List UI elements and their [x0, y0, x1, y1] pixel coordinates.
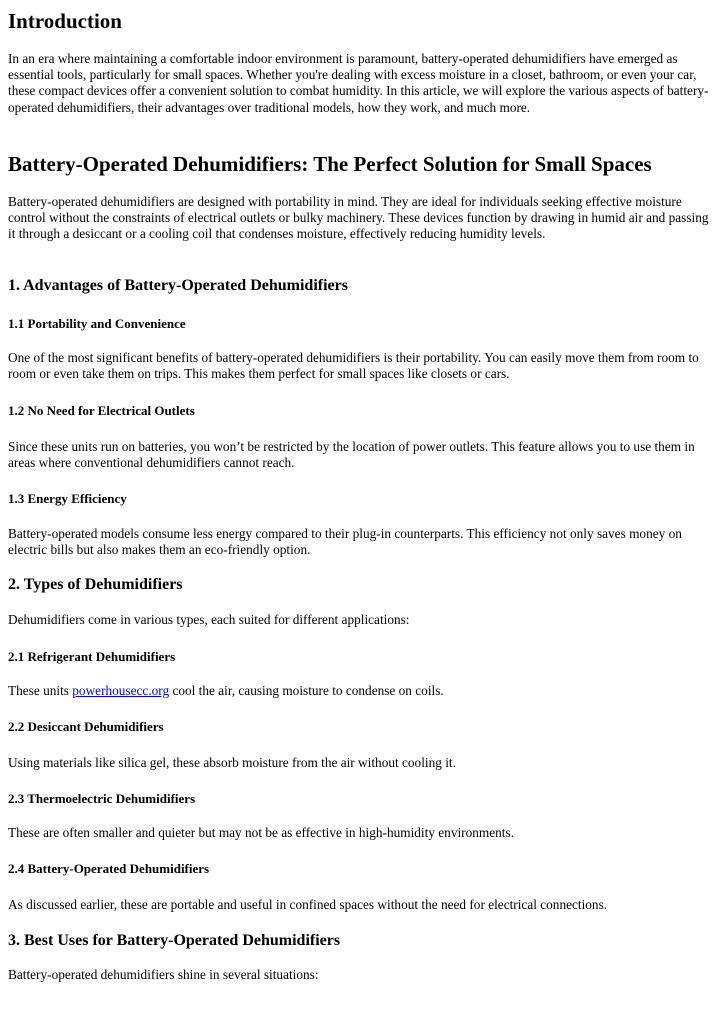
- intro-heading: Introduction: [8, 9, 122, 33]
- type-1-paragraph: [8, 683, 712, 699]
- type-4-heading: 2.4 Battery-Operated Dehumidifiers: [8, 861, 210, 876]
- type-1-heading: 2.1 Refrigerant Dehumidifiers: [8, 649, 176, 664]
- advantage-3-paragraph: Battery-operated models consume less energy compared to their plug-in counterparts. This efficiency not only saves money on electric bills but also makes them an eco-friendly option.: [8, 526, 682, 558]
- type-1-text-before: These units: [8, 683, 73, 698]
- best-uses-heading: 3. Best Uses for Battery-Operated Dehumidifiers: [8, 932, 341, 949]
- advantage-2-paragraph: Since these units run on batteries, you won’t be restricted by the location of power outlets. This feature allows you to use them in areas where conventional dehumidifiers cannot reach.: [8, 439, 695, 471]
- type-1-text-after: cool the air, causing moisture to condense on coils.: [169, 683, 444, 698]
- advantage-3-heading: 1.3 Energy Efficiency: [8, 491, 127, 506]
- powerhouse-link[interactable]: powerhousecc.org: [72, 683, 170, 698]
- types-heading: 2. Types of Dehumidifiers: [8, 576, 183, 593]
- type-3-heading: 2.3 Thermoelectric Dehumidifiers: [8, 791, 196, 806]
- advantage-2-heading: 1.2 No Need for Electrical Outlets: [8, 403, 195, 418]
- advantage-1-heading: 1.1 Portability and Convenience: [8, 316, 186, 331]
- main-section-paragraph: Battery-operated dehumidifiers are designed with portability in mind. They are ideal for individuals seeking effective moisture control without the constraints of electrical outlets or bulky machinery. These devices function by drawing in humid air and passing it through a desiccant or a cooling coil that condenses moisture, effectively reducing humidity levels.: [8, 194, 709, 242]
- intro-paragraph: In an era where maintaining a comfortable indoor environment is paramount, battery-operated dehumidifiers have emerged as essential tools, particularly for small spaces. Whether you're dealing with excess moisture in a closet, bathroom, or even your car, these compact devices offer a convenient solution to combat humidity. In this article, we will explore the various aspects of battery-operated dehumidifiers, their advantages over traditional models, how they work, and much more.: [8, 51, 709, 115]
- advantage-1-paragraph: One of the most significant benefits of battery-operated dehumidifiers is their portability. You can easily move them from room to room or even take them on trips. This makes them perfect for small spaces like closets or cars.: [8, 350, 699, 382]
- type-2-paragraph: Using materials like silica gel, these absorb moisture from the air without cooling it.: [8, 755, 456, 770]
- best-uses-paragraph: Battery-operated dehumidifiers shine in several situations:: [8, 967, 319, 982]
- type-3-paragraph: These are often smaller and quieter but may not be as effective in high-humidity environments.: [8, 825, 514, 840]
- type-4-paragraph: As discussed earlier, these are portable and useful in confined spaces without the need for electrical connections.: [8, 897, 608, 912]
- types-paragraph: Dehumidifiers come in various types, each suited for different applications:: [8, 612, 410, 627]
- main-section-heading: Battery-Operated Dehumidifiers: The Perfect Solution for Small Spaces: [8, 152, 652, 176]
- advantages-heading: 1. Advantages of Battery-Operated Dehumidifiers: [8, 277, 348, 294]
- type-2-heading: 2.2 Desiccant Dehumidifiers: [8, 719, 164, 734]
